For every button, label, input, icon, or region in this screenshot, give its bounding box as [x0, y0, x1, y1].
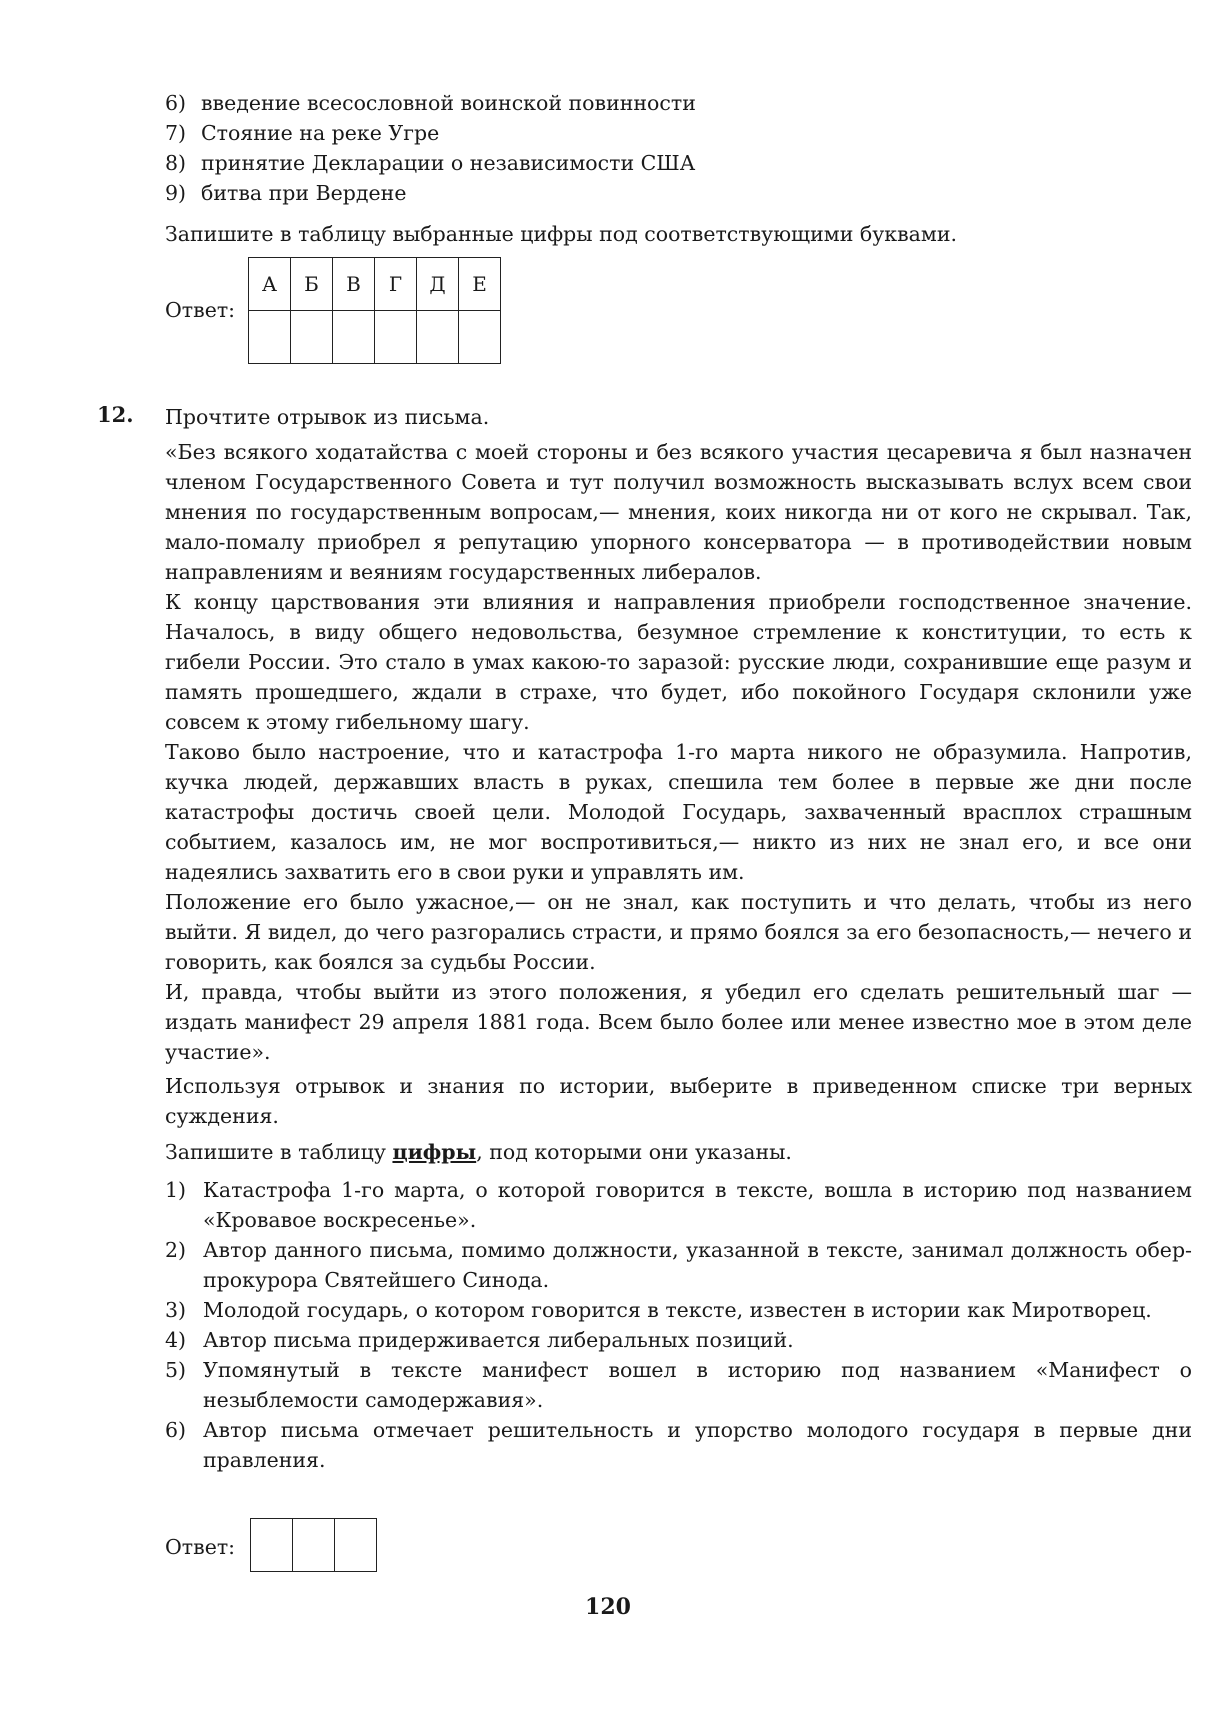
- list-item-number: 6): [165, 91, 187, 115]
- option-item: [165, 1415, 1192, 1475]
- list-item-text: Стояние на реке Угре: [201, 121, 440, 145]
- question-number: 12.: [97, 402, 134, 427]
- answer-input-row: [251, 1519, 377, 1572]
- answer-input-row: [249, 311, 501, 364]
- list-item: [165, 118, 1115, 148]
- answer-cell[interactable]: [333, 311, 375, 364]
- passage-paragraph: И, правда, чтобы выйти из этого положения, я убедил его сделать решительный шаг — издать манифест 29 апреля 1881 года. Всем было более или менее известно мое в этом деле участие».: [165, 980, 1192, 1064]
- question-instruction: Используя отрывок и знания по истории, выберите в приведенном списке три верных суждения.: [165, 1074, 1192, 1128]
- letter-cell: Г: [375, 258, 417, 311]
- letter-cell: Е: [459, 258, 501, 311]
- option-text: Автор письма придерживается либеральных позиций.: [203, 1328, 794, 1352]
- answer-cell[interactable]: [335, 1519, 377, 1572]
- passage-paragraph: Положение его было ужасное,— он не знал, как поступить и что делать, чтобы из него выйти. Я видел, до чего разгорались страсти, и прямо боялся за его безопасность,— нечего и говорить, как боялся за судьбы России.: [165, 890, 1192, 974]
- passage-paragraph: Таково было настроение, что и катастрофа 1-го марта никого не образумила. Напротив, кучка людей, державших власть в руках, спешила тем более в первые же дни после катастрофы достичь своей цели. Молодой Государь, захваченный врасплох страшным событием, казалось им, не мог воспротивиться,— никто из них не знал его, и все они надеялись захватить его в свои руки и управлять им.: [165, 740, 1192, 884]
- option-item: [165, 1235, 1192, 1295]
- list-item-number: 7): [165, 121, 187, 145]
- option-number: 1): [165, 1178, 187, 1202]
- answer-cell[interactable]: [251, 1519, 293, 1572]
- option-item: [165, 1175, 1192, 1235]
- list-item-text: принятие Декларации о независимости США: [201, 151, 696, 175]
- list-item: [165, 88, 1115, 118]
- answer-label: Ответ:: [165, 1535, 236, 1559]
- page-number: 120: [585, 1594, 631, 1620]
- table-instruction: Запишите в таблицу выбранные цифры под соответствующими буквами.: [165, 222, 958, 246]
- option-number: 2): [165, 1238, 187, 1262]
- letter-cell: Б: [291, 258, 333, 311]
- option-number: 6): [165, 1418, 187, 1442]
- answer-cell[interactable]: [291, 311, 333, 364]
- digit-answer-table: [250, 1518, 377, 1572]
- letter-passage: [165, 437, 1192, 1067]
- passage-paragraph: К концу царствования эти влияния и направления приобрели господственное значение. Началось, в виду общего недовольства, безумное стремление к конституции, то есть к гибели России. Это стало в умах какою-то заразой: русские люди, сохранившие еще разум и память прошедшего, ждали в страхе, что будет, ибо покойного Государя склонили уже совсем к этому гибельному шагу.: [165, 590, 1192, 734]
- judgement-options: [165, 1175, 1192, 1475]
- option-text: Катастрофа 1-го марта, о которой говорится в тексте, вошла в историю под названием «Кровавое воскресенье».: [203, 1178, 1192, 1232]
- list-item-number: 8): [165, 151, 187, 175]
- option-number: 4): [165, 1328, 187, 1352]
- option-text: Упомянутый в тексте манифест вошел в историю под названием «Манифест о незыблемости самодержавия».: [203, 1358, 1192, 1412]
- letter-cell: Д: [417, 258, 459, 311]
- option-text: Автор данного письма, помимо должности, указанной в тексте, занимал должность обер-прокурора Святейшего Синода.: [203, 1238, 1192, 1292]
- instruction-emphasis: цифры: [392, 1140, 477, 1164]
- answer-cell[interactable]: [249, 311, 291, 364]
- option-item: [165, 1295, 1192, 1325]
- list-item: [165, 148, 1115, 178]
- list-item-text: битва при Вердене: [201, 181, 407, 205]
- letter-answer-table: [248, 257, 501, 364]
- option-number: 3): [165, 1298, 187, 1322]
- passage-paragraph: «Без всякого ходатайства с моей стороны и без всякого участия цесаревича я был назначен членом Государственного Совета и тут получил возможность высказывать вслух всем свои мнения по государственным вопросам,— мнения, коих никогда ни от кого не скрывал. Так, мало-помалу приобрел я репутацию упорного консерватора — в противодействии новым направлениям и веяниям государственных либералов.: [165, 440, 1192, 584]
- option-text: Молодой государь, о котором говорится в тексте, известен в истории как Миротворец.: [203, 1298, 1152, 1322]
- list-item-text: введение всесословной воинской повинности: [201, 91, 696, 115]
- answer-label: Ответ:: [165, 298, 236, 322]
- option-number: 5): [165, 1358, 187, 1382]
- question-instruction-record: [165, 1137, 792, 1167]
- previous-question-options: [165, 88, 1115, 208]
- letter-cell: А: [249, 258, 291, 311]
- list-item: [165, 178, 1115, 208]
- option-text: Автор письма отмечает решительность и упорство молодого государя в первые дни правления.: [203, 1418, 1192, 1472]
- answer-cell[interactable]: [417, 311, 459, 364]
- answer-cell[interactable]: [375, 311, 417, 364]
- instruction-text: , под которыми они указаны.: [476, 1140, 792, 1164]
- question-heading: Прочтите отрывок из письма.: [165, 405, 490, 429]
- list-item-number: 9): [165, 181, 187, 205]
- letter-header-row: [249, 258, 501, 311]
- option-item: [165, 1355, 1192, 1415]
- letter-cell: В: [333, 258, 375, 311]
- answer-cell[interactable]: [459, 311, 501, 364]
- answer-cell[interactable]: [293, 1519, 335, 1572]
- option-item: [165, 1325, 1192, 1355]
- instruction-text: Запишите в таблицу: [165, 1140, 393, 1164]
